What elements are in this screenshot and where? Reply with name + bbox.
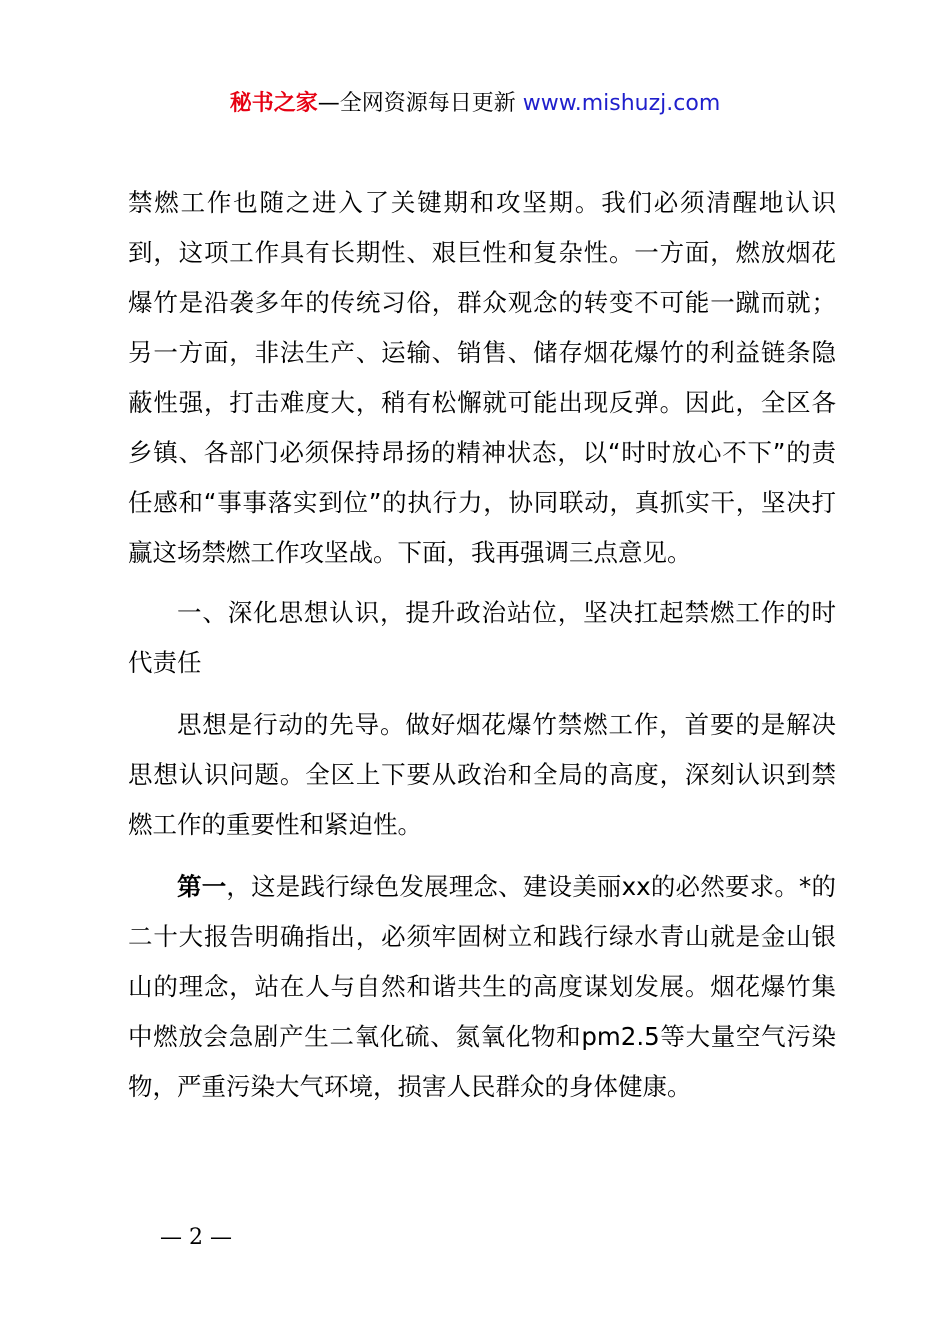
section-heading: 一、深化思想认识，提升政治站位，坚决扛起禁燃工作的时代责任 [128, 598, 836, 677]
page-number: — 2 — [160, 1225, 232, 1250]
point-text: ，这是践行绿色发展理念、建设美丽xx的必然要求。*的二十大报告明确指出，必须牢固树立和践行绿水青山就是金山银山的理念，站在人与自然和谐共生的高度谋划发展。烟花爆竹集中燃放会急剧产生二氧化硫、氮氧化物和pm2.5等大量空气污染物，严重污染大气环境，损害人民群众的身体健康。 [128, 872, 836, 1101]
website-link[interactable]: www.mishuzj.com [522, 91, 721, 116]
header-tagline: —全网资源每日更新 [317, 91, 516, 116]
page-header [0, 88, 950, 120]
intro-paragraph: 禁燃工作也随之进入了关键期和攻坚期。我们必须清醒地认识到，这项工作具有长期性、艰巨性和复杂性。一方面，燃放烟花爆竹是沿袭多年的传统习俗，群众观念的转变不可能一蹴而就；另一方面，非法生产、运输、销售、储存烟花爆竹的利益链条隐蔽性强，打击难度大，稍有松懈就可能出现反弹。因此，全区各乡镇、各部门必须保持昂扬的精神状态，以“时时放心不下”的责任感和“事事落实到位”的执行力，协同联动，真抓实干，坚决打赢这场禁燃工作攻坚战。下面，我再强调三点意见。 [128, 188, 836, 567]
document-body [128, 178, 836, 1124]
section-paragraph: 思想是行动的先导。做好烟花爆竹禁燃工作，首要的是解决思想认识问题。全区上下要从政治和全局的高度，深刻认识到禁燃工作的重要性和紧迫性。 [128, 710, 836, 839]
point-paragraph [128, 862, 836, 1112]
brand-name: 秘书之家 [229, 91, 318, 116]
point-lead: 第一 [177, 872, 227, 901]
